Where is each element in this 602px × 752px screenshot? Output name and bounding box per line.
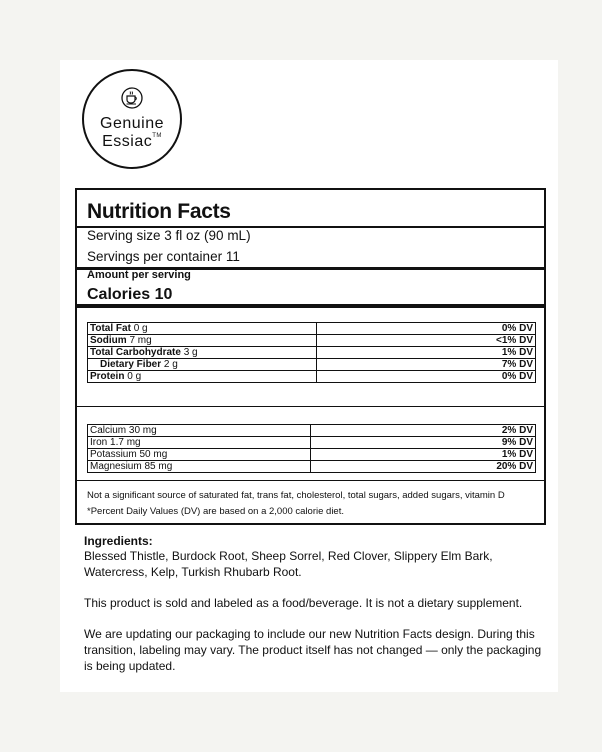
nutrient-amount: 3 g: [183, 347, 198, 358]
percent-dv-note: *Percent Daily Values (DV) are based on a 2,000 calorie diet.: [87, 506, 344, 517]
nutrient-name-cell: [88, 323, 317, 335]
nutrient-name-cell: [88, 347, 317, 359]
nutrient-amount: 7 mg: [129, 335, 152, 346]
nutrient-name-cell: [88, 461, 311, 473]
calories: Calories 10: [87, 286, 173, 303]
nutrient-name-cell: [88, 335, 317, 347]
panel-title: Nutrition Facts: [87, 200, 231, 223]
table-row: [88, 359, 536, 371]
nutrient-name-cell: [88, 371, 317, 383]
nutrient-amount: 85 mg: [144, 461, 173, 472]
nutrient-amount: 50 mg: [139, 449, 168, 460]
daily-value: 0% DV: [316, 371, 536, 383]
daily-value: 9% DV: [311, 437, 536, 449]
daily-value: 1% DV: [311, 449, 536, 461]
mineral-table: [87, 424, 536, 473]
daily-value: 1% DV: [316, 347, 536, 359]
nutrient-name: Magnesium: [90, 461, 142, 472]
nutrient-name: Potassium: [90, 449, 137, 460]
table-row: [88, 347, 536, 359]
nutrient-name: Total Carbohydrate: [90, 347, 181, 358]
brand-name-line1: Genuine: [100, 115, 164, 132]
table-row: [88, 461, 536, 473]
nutrient-table: [87, 322, 536, 383]
nutrient-amount: 1.7 mg: [110, 437, 141, 448]
trademark-mark: TM: [152, 133, 162, 139]
table-row: [88, 449, 536, 461]
nutrient-name: Calcium: [90, 425, 127, 436]
divider: [77, 406, 544, 407]
cup-icon: [121, 87, 143, 109]
ingredients-text: Blessed Thistle, Burdock Root, Sheep Sorrel, Red Clover, Slippery Elm Bark, Watercress, Kelp, Turkish Rhubarb Root.: [84, 549, 493, 579]
nutrient-name: Iron: [90, 437, 108, 448]
food-statement: This product is sold and labeled as a food/beverage. It is not a dietary supplement.: [84, 596, 523, 610]
not-significant-note: Not a significant source of saturated fat, trans fat, cholesterol, total sugars, added sugars, vitamin D: [87, 490, 505, 501]
nutrient-name-cell: [88, 359, 317, 371]
table-row: [88, 425, 536, 437]
nutrient-name: Protein: [90, 371, 125, 382]
daily-value: 20% DV: [311, 461, 536, 473]
ingredients-heading: Ingredients:: [84, 534, 153, 548]
nutrient-name-cell: [88, 425, 311, 437]
daily-value: 7% DV: [316, 359, 536, 371]
nutrient-amount: 30 mg: [128, 425, 157, 436]
servings-per-container: Servings per container 11: [87, 249, 240, 264]
nutrient-amount: 2 g: [163, 359, 178, 370]
divider: [77, 304, 544, 308]
packaging-notice: We are updating our packaging to include our new Nutrition Facts design. During this transition, labeling may vary. The product itself has not changed — only the packaging is being updated.: [84, 627, 542, 673]
table-row: [88, 323, 536, 335]
nutrient-name: Sodium: [90, 335, 127, 346]
brand-logo: [82, 69, 182, 169]
nutrient-name: Dietary Fiber: [100, 359, 162, 370]
nutrient-name: Total Fat: [90, 323, 131, 334]
nutrient-name-cell: [88, 449, 311, 461]
table-row: [88, 437, 536, 449]
table-row: [88, 371, 536, 383]
serving-size: Serving size 3 fl oz (90 mL): [87, 228, 251, 243]
brand-name-line2: Essiac™: [102, 133, 162, 150]
nutrient-name-cell: [88, 437, 311, 449]
daily-value: 2% DV: [311, 425, 536, 437]
nutrient-amount: 0 g: [133, 323, 148, 334]
divider: [77, 480, 544, 481]
nutrient-amount: 0 g: [127, 371, 142, 382]
daily-value: 0% DV: [316, 323, 536, 335]
amount-per-serving: Amount per serving: [87, 269, 191, 281]
daily-value: <1% DV: [316, 335, 536, 347]
nutrition-facts-panel: [75, 188, 546, 525]
table-row: [88, 335, 536, 347]
